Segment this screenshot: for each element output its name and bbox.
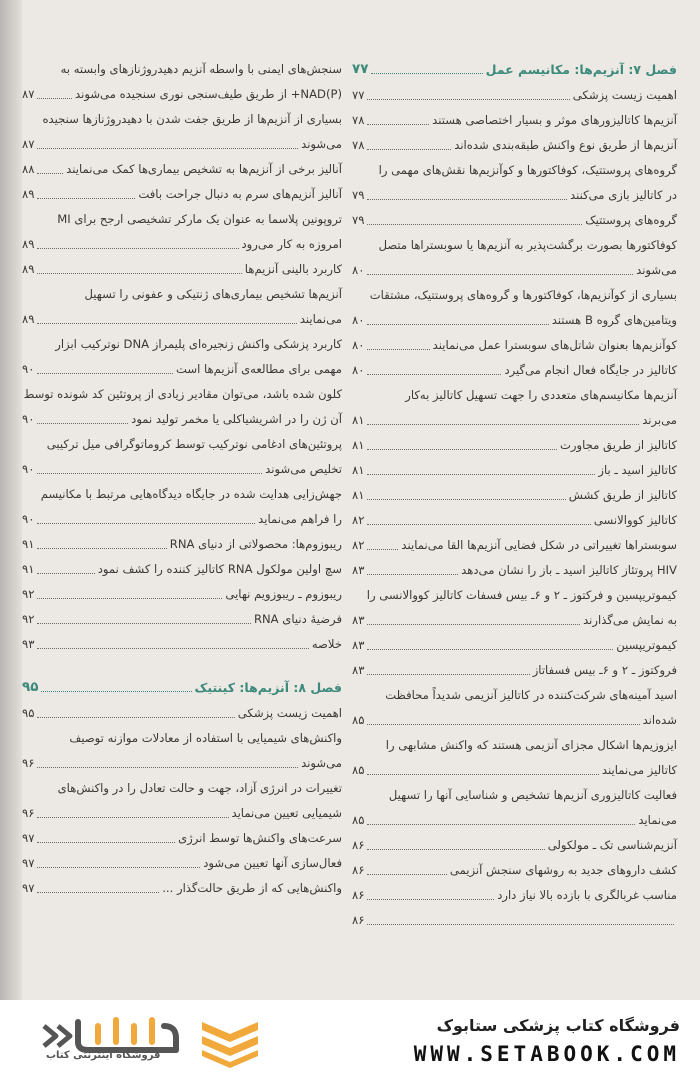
toc-entry [352,186,677,205]
toc-entry [22,535,342,554]
page-number: ۹۰ [22,512,35,526]
toc-entry-title: ایزوزیم‌ها اشکال مجزای آنزیمی هستند که واکنش مشابهی را [385,738,677,752]
toc-entry [22,560,342,579]
page-number: ۸۱ [352,488,365,502]
dot-leader [37,598,222,599]
dot-leader [367,99,569,100]
toc-entry-title: می‌شوند [636,263,677,277]
toc-entry-title: واکنش‌های شیمیایی با استفاده از معادلات موازنه توصیف [69,731,342,745]
dot-leader [37,648,308,649]
toc-entry [352,511,677,530]
dot-leader [367,224,582,225]
chapter-heading [352,60,677,79]
page-number: ۹۰ [22,362,35,376]
toc-entry [352,886,677,905]
toc-entry-title: کاتالیز از طریق کشش [568,488,677,502]
toc-entry-title: بسیاری از کوآنزیم‌ها، کوفاکتورها و گروه‌های پروستتیک، مشتقات [369,288,677,302]
page-number: ۸۱ [352,438,365,452]
dot-leader [367,424,639,425]
toc-entry-title: کلون شده باشد، می‌توان مقادیر زیادی از پروتئین کد شونده توسط [23,387,342,401]
page-number: ۸۶ [352,888,365,902]
page-number: ۸۹ [22,312,35,326]
toc-entry-title: تخلیص می‌شوند [265,462,342,476]
page-number: ۸۳ [352,663,365,677]
toc-entry [22,485,342,504]
toc-entry [352,761,677,780]
toc-entry-title: فرضیهٔ دنیای RNA [253,612,342,626]
page-number: ۹۷ [22,881,35,895]
toc-entry-title: آنالیز آنزیم‌های سرم به دنبال جراحت بافت [138,187,342,201]
toc-entry [352,686,677,705]
toc-entry [22,435,342,454]
toc-entry [352,911,677,930]
page-number: ۸۲ [352,513,365,527]
dot-leader [367,524,590,525]
toc-right-column [352,60,677,936]
toc-entry [22,285,342,304]
toc-entry [352,536,677,555]
dot-leader [367,124,429,125]
toc-entry-title: جهش‌زایی هدایت شده در جایگاه دیدگاه‌هایی مرتبط با مکانیسم [40,487,342,501]
page-number: ۷۸ [352,113,365,127]
toc-entry [22,729,342,748]
dot-leader [367,474,595,475]
dot-leader [367,499,565,500]
toc-entry [22,210,342,229]
toc-entry-title: پروتئین‌های ادغامی نوترکیب توسط کروماتوگرافی میل ترکیبی [46,437,342,451]
dot-leader [367,624,580,625]
toc-entry [22,779,342,798]
toc-entry [22,585,342,604]
page-number: ۸۲ [352,538,365,552]
page-number: ۹۳ [22,637,35,651]
book-stack-icon [198,1014,262,1068]
toc-entry [22,335,342,354]
dot-leader [41,691,191,692]
page-number: ۹۵ [22,706,35,720]
chapter-heading [22,678,342,697]
toc-entry [352,286,677,305]
toc-entry-title: اهمیت زیست پزشکی [237,706,342,720]
toc-entry-title: ریبوزوم ـ ریبوزویم نهایی [225,587,342,601]
dot-leader [37,323,296,324]
toc-entry [22,135,342,154]
toc-entry [22,635,342,654]
page-number: ۹۶ [22,756,35,770]
toc-entry-title: HIV پروتئاز کاتالیز اسید ـ باز را نشان می‌دهد [461,563,677,577]
toc-entry-title: سوبستراها تغییراتی در شکل فضایی آنزیم‌ها القا می‌نمایند [401,538,677,552]
toc-entry-title: کاتالیز کووالانسی [593,513,677,527]
toc-entry-title: سنجش‌های ایمنی با واسطه آنزیم دهیدروژنازهای وابسته به [60,62,342,76]
page-number: ۸۰ [352,338,365,352]
toc-entry [352,361,677,380]
toc-entry-title: واکنش‌هایی که از طریق حالت‌گذار ... [162,881,342,895]
toc-entry-title: فعال‌سازی آنها تعیین می‌شود [203,856,342,870]
toc-entry [352,711,677,730]
shop-name: فروشگاه کتاب پزشکی ستابوک [436,1016,680,1035]
page-number: ۹۵ [22,679,39,695]
toc-entry-title: کیموتریپسین [616,638,677,652]
dot-leader [37,867,200,868]
toc-entry [22,60,342,79]
toc-entry [22,410,342,429]
toc-entry-title: فصل ۸: آنزیم‌ها: کینتیک [194,680,342,695]
dot-leader [371,73,482,74]
page-number: ۷۷ [352,88,365,102]
dot-leader [367,874,446,875]
toc-entry [22,804,342,823]
toc-entry [22,854,342,873]
page-number: ۸۹ [22,262,35,276]
toc-entry [22,85,342,104]
toc-entry [22,704,342,723]
toc-entry-title: می‌شوند [301,137,342,151]
toc-entry [352,736,677,755]
dot-leader [367,824,635,825]
toc-entry [352,811,677,830]
toc-entry-title: آنزیم‌ها تشخیص بیماری‌های ژنتیکی و عفونی را تسهیل [84,287,342,301]
toc-entry-title: بسیاری از آنزیم‌ها از طریق جفت شدن با دهیدروژنازها سنجیده [42,112,342,126]
page-number: ۸۳ [352,613,365,627]
page-number: ۹۲ [22,612,35,626]
dot-leader [367,674,529,675]
dot-leader [37,273,241,274]
page-number: ۷۸ [352,138,365,152]
dot-leader [37,423,128,424]
dot-leader [367,349,429,350]
toc-entry-title: آنالیز برخی از آنزیم‌ها به تشخیص بیماری‌ها کمک می‌نمایند [66,162,342,176]
toc-entry [352,561,677,580]
toc-entry [22,110,342,129]
toc-entry [352,411,677,430]
toc-entry-title: تغییرات در انرژی آزاد، جهت و حالت تعادل را در واکنش‌های [57,781,342,795]
toc-entry [352,261,677,280]
dot-leader [367,374,501,375]
toc-entry [352,311,677,330]
page-number: ۹۰ [22,412,35,426]
dot-leader [367,574,458,575]
dot-leader [37,842,175,843]
toc-entry-title: مناسب غربالگری با بازده بالا نیاز دارد [497,888,677,902]
toc-entry-title: کاربرد پزشکی واکنش زنجیره‌ای پلیمراز DNA نوترکیب ابزار [55,337,342,351]
toc-entry-title: می‌شوند [301,756,342,770]
page-number: ۸۶ [352,913,365,927]
toc-entry-title: آنزیم‌شناسی تک ـ مولکولی [547,838,677,852]
page-number: ۸۸ [22,162,35,176]
page-number: ۸۰ [352,363,365,377]
page-number: ۸۹ [22,187,35,201]
toc-entry-title: ریبوزوم‌ها: محصولاتی از دنیای RNA [169,537,342,551]
page-number: ۸۱ [352,413,365,427]
toc-entry [352,161,677,180]
toc-entry-title: آن ژن را در اشریشیاکلی یا مخمر تولید نمود [131,412,342,426]
toc-entry [352,586,677,605]
toc-entry [22,385,342,404]
dot-leader [367,549,398,550]
toc-entry-title: کاربرد بالینی آنزیم‌ها [244,262,342,276]
toc-entry [352,836,677,855]
toc-entry [352,386,677,405]
toc-left-column [22,60,342,904]
toc-entry [352,636,677,655]
toc-entry-title: ویتامین‌های گروه B هستند [551,313,677,327]
toc-entry [352,136,677,155]
page-number: ۸۳ [352,638,365,652]
dot-leader [37,173,63,174]
toc-entry-title: تروپونین پلاسما به عنوان یک مارکر تشخیصی ارجح برای MI [57,212,342,226]
page-number: ۸۰ [352,263,365,277]
toc-entry-title: کاتالیز از طریق مجاورت [560,438,677,452]
toc-entry [352,486,677,505]
dot-leader [367,724,639,725]
page-number: ۸۵ [352,713,365,727]
dot-leader [37,767,298,768]
dot-leader [37,573,94,574]
page-number: ۸۷ [22,137,35,151]
dot-leader [367,199,567,200]
store-banner [0,1000,700,1080]
page-number: ۸۳ [352,563,365,577]
toc-entry [22,160,342,179]
section-gap [22,660,342,678]
toc-entry-title: گروه‌های پروستتیک [585,213,677,227]
dot-leader [37,148,298,149]
toc-entry-title: را فراهم می‌نماید [258,512,342,526]
page-number: ۸۷ [22,87,35,101]
page-number: ۸۹ [22,237,35,251]
toc-entry [352,336,677,355]
toc-entry [22,460,342,479]
toc-entry [352,461,677,480]
dot-leader [367,149,451,150]
toc-entry [22,610,342,629]
logo-subtitle: فروشگاه اینترنتی کتاب [46,1050,161,1061]
toc-entry [352,661,677,680]
page-number: ۹۷ [22,831,35,845]
toc-entry-title: امروزه به کار می‌رود [241,237,342,251]
dot-leader [37,548,166,549]
toc-entry-title: آنزیم‌ها مکانیسم‌های متعددی را جهت تسهیل کاتالیز به‌کار [405,388,677,402]
toc-entry-title: اهمیت زیست پزشکی [572,88,677,102]
toc-entry [22,185,342,204]
dot-leader [37,248,238,249]
page-number: ۹۶ [22,806,35,820]
toc-entry-title: آنزیم‌ها از طریق نوع واکنش طبقه‌بندی شده‌اند [454,138,677,152]
page-number: ۸۵ [352,763,365,777]
toc-entry-title: گروه‌های پروستتیک، کوفاکتورها و کوآنزیم‌ها نقش‌های مهمی را [378,163,677,177]
dot-leader [37,623,250,624]
toc-entry-title: می‌نماید [638,813,677,827]
toc-entry-title: به نمایش می‌گذارند [583,613,677,627]
page-number: ۹۱ [22,537,35,551]
toc-entry-title: سچ اولین مولکول RNA کاتالیز کننده را کشف نمود [97,562,342,576]
toc-entry [352,236,677,255]
dot-leader [367,924,674,925]
toc-entry-title: خلاصه [311,637,342,651]
dot-leader [37,198,135,199]
shop-url[interactable]: WWW.SETABOOK.COM [413,1042,680,1066]
page-number: ۸۶ [352,838,365,852]
toc-entry [22,510,342,529]
toc-entry-title: فصل ۷: آنزیم‌ها: مکانیسم عمل [485,62,677,77]
dot-leader [367,274,633,275]
toc-entry [22,879,342,898]
toc-entry-title: اسید آمینه‌های شرکت‌کننده در کاتالیز آنزیمی شدیداً محافظت [385,688,677,702]
dot-leader [367,899,494,900]
toc-entry-title: کاتالیز اسید ـ باز [598,463,677,477]
page-number: ۷۹ [352,213,365,227]
dot-leader [37,817,228,818]
toc-entry-title: فعالیت کاتالیزوری آنزیم‌ها تشخیص و شناسایی آنها را تسهیل [388,788,677,802]
toc-entry [22,310,342,329]
dot-leader [37,717,234,718]
page-number: ۸۱ [352,463,365,477]
page-number: ۷۹ [352,188,365,202]
toc-entry-title: آنزیم‌ها کاتالیزورهای موثر و بسیار اختصاصی هستند [432,113,677,127]
page-number: ۹۱ [22,562,35,576]
dot-leader [37,98,72,99]
toc-entry-title: کاتالیز می‌نمایند [601,763,677,777]
page-number: ۷۷ [352,61,369,77]
toc-entry-title: فروکتوز ـ ۲ و ۶ـ بیس فسفاتاز [532,663,677,677]
toc-entry-title: سرعت‌های واکنش‌ها توسط انرژی [178,831,342,845]
toc-entry-title: می‌نمایند [299,312,342,326]
dot-leader [367,649,613,650]
toc-entry [352,211,677,230]
toc-entry-title: مهمی برای مطالعه‌ی آنزیم‌ها است [175,362,342,376]
dot-leader [367,449,557,450]
toc-entry [22,829,342,848]
toc-entry-title: کوفاکتورها بصورت برگشت‌پذیر به آنزیم‌ها یا سوبستراها متصل [378,238,677,252]
toc-entry-title: NAD(P)+ از طریق طیف‌سنجی نوری سنجیده می‌شوند [75,87,342,101]
toc-entry-title: شیمیایی تعیین می‌نماید [231,806,342,820]
toc-entry-title: شده‌اند [642,713,677,727]
dot-leader [37,473,262,474]
toc-entry-title: کوآنزیم‌ها بعنوان شاتل‌های سوبسترا عمل می‌نمایند [432,338,677,352]
page-gutter-shadow [0,0,22,1000]
dot-leader [367,324,548,325]
toc-entry-title: کشف داروهای جدید به روشهای سنجش آنزیمی [449,863,677,877]
toc-entry [22,260,342,279]
page-number: ۸۶ [352,863,365,877]
toc-entry [352,786,677,805]
toc-entry [22,754,342,773]
toc-entry [352,611,677,630]
page-number: ۸۰ [352,313,365,327]
dot-leader [37,892,159,893]
page-number: ۸۵ [352,813,365,827]
toc-entry [352,86,677,105]
toc-entry-title: کیموتریپسین و فرکتوز ـ ۲ و ۶ـ بیس فسفات کاتالیز کووالانسی را [366,588,677,602]
toc-entry [352,436,677,455]
toc-entry [22,360,342,379]
toc-entry-title: کاتالیز در جایگاه فعال انجام می‌گیرد [504,363,677,377]
page-number: ۹۰ [22,462,35,476]
toc-entry [352,861,677,880]
dot-leader [37,523,255,524]
dot-leader [37,373,173,374]
toc-entry-title: می‌برند [642,413,677,427]
dot-leader [367,774,598,775]
page-number: ۹۷ [22,856,35,870]
toc-entry [22,235,342,254]
toc-entry [352,111,677,130]
page-number: ۹۲ [22,587,35,601]
toc-entry-title: در کاتالیز بازی می‌کنند [570,188,677,202]
dot-leader [367,849,544,850]
